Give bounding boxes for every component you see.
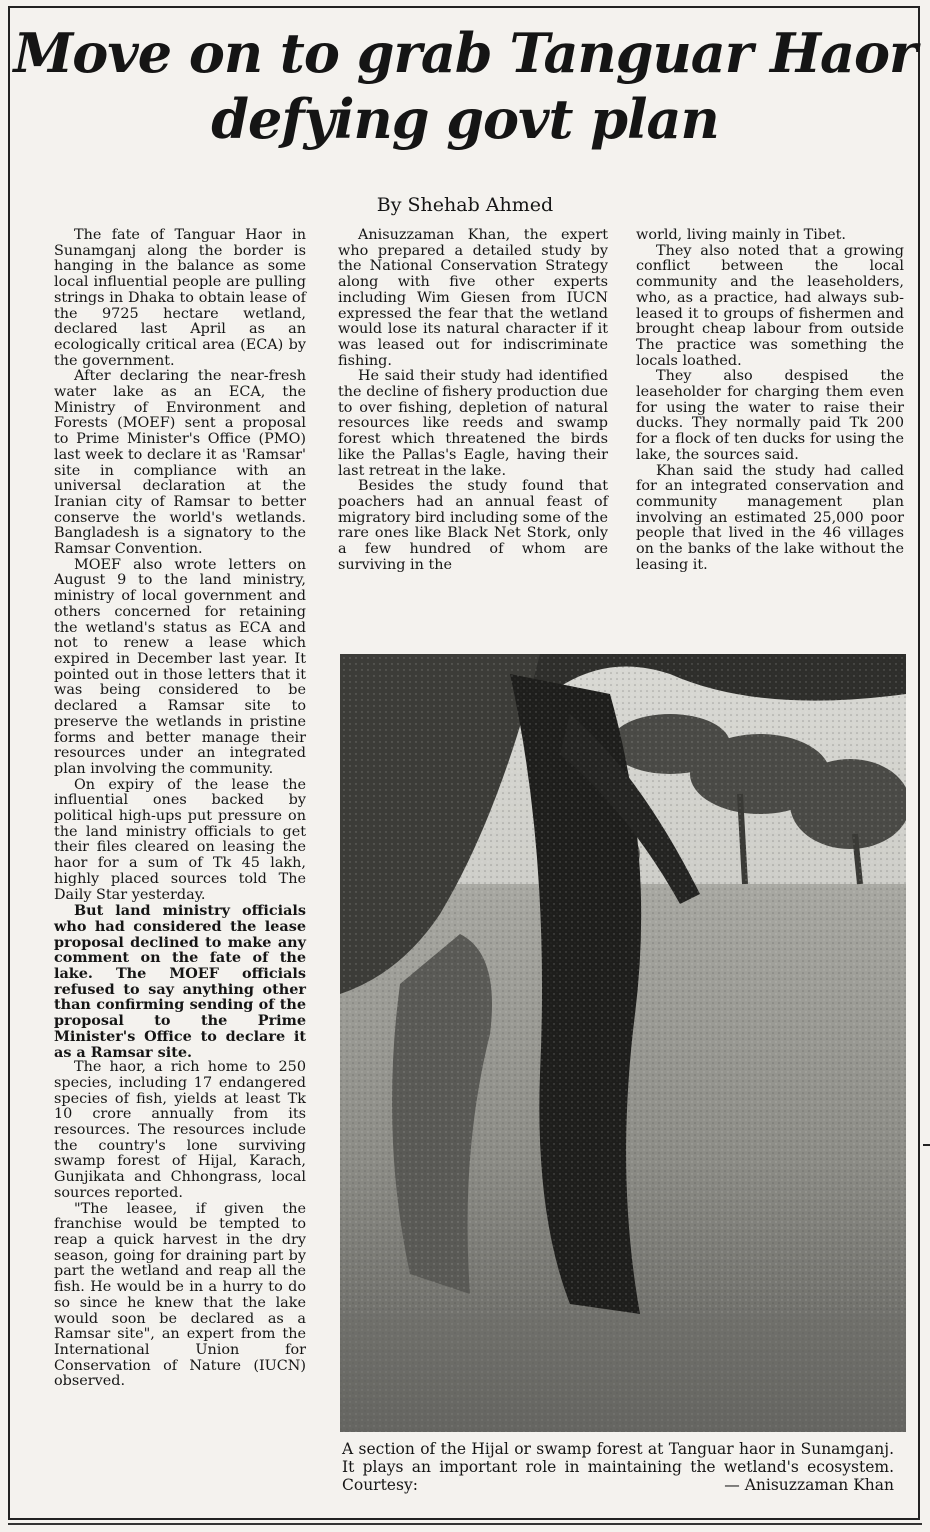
paragraph: He said their study had identified the decline of fishery production due to over fishing, depletion of natural resources like reeds and swamp forest which threatened the birds like the Pallas's Eagle, having their last retreat in the lake. — [338, 368, 608, 479]
photo-caption — [342, 1440, 894, 1494]
photo-credit: — Anisuzzaman Khan — [724, 1476, 894, 1494]
paragraph: After declaring the near-fresh water lake as an ECA, the Ministry of Environment and Forests (MOEF) sent a proposal to Prime Minister's Office (PMO) last week to declare it as 'Ramsar' site in compliance with an universal declaration at the Iranian city of Ramsar to better conserve the world's wetlands. Bangladesh is a signatory to the Ramsar Convention. — [54, 368, 306, 558]
paragraph: Besides the study found that poachers had an annual feast of migratory bird including some of the rare ones like Black Net Stork, only a few hundred of whom are surviving in the — [338, 478, 608, 573]
paragraph: The fate of Tanguar Haor in Sunamganj along the border is hanging in the balance as some local influential people are pulling strings in Dhaka to obtain lease of the 9725 hectare wetland, declared last April as an ecologically critical area (ECA) by the government. — [54, 227, 306, 369]
swamp-forest-photo — [340, 654, 906, 1432]
paragraph: world, living mainly in Tibet. — [636, 227, 846, 243]
article-column-2 — [338, 228, 608, 573]
edge-mark — [923, 1144, 930, 1146]
paragraph: Anisuzzaman Khan, the expert who prepared a detailed study by the National Conservation Strategy along with five other experts including Wim Giesen from IUCN expressed the fear that the wetland would lose its natural character if it was leased out for indiscriminate fishing. — [338, 227, 608, 369]
byline: By Shehab Ahmed — [376, 194, 554, 216]
article-column-3 — [636, 228, 904, 573]
paragraph: Khan said the study had called for an integrated conservation and community management plan involving an estimated 25,000 poor people that lived in the 46 villages on the banks of the lake without the leasing it. — [636, 462, 904, 573]
paragraph: The haor, a rich home to 250 species, including 17 endangered species of fish, yields at least Tk 10 crore annually from its resources. The resources include the country's lone surviving swamp forest of Hijal, Karach, Gunjikata and Chhongrass, local sources reported. — [54, 1059, 306, 1201]
bottom-rule — [8, 1523, 922, 1525]
paragraph: They also noted that a growing conflict between the local community and the leaseholders, who, as a practice, had always sub-leased it to groups of fishermen and brought cheap labour from outside The practice was something the locals loathed. — [636, 242, 904, 369]
paragraph: But land ministry officials who had considered the lease proposal declined to make any comment on the fate of the lake. The MOEF officials refused to say anything other than confirming sending of the proposal to the Prime Minister's Office to declare it as a Ramsar site. — [54, 902, 306, 1061]
paragraph: "The leasee, if given the franchise would be tempted to reap a quick harvest in the dry season, going for draining part by part the wetland and reap all the fish. He would be in a hurry to do so since he knew that the lake would soon be declared as a Ramsar site", an expert from the International Union for Conservation of Nature (IUCN) observed. — [54, 1200, 306, 1390]
headline: Move on to grab Tanguar Haor defying govt plan — [13, 21, 917, 151]
paragraph: They also despised the leaseholder for charging them even for using the water to raise their ducks. They normally paid Tk 200 for a flock of ten ducks for using the lake, the sources said. — [636, 368, 904, 463]
paragraph: On expiry of the lease the influential ones backed by political high-ups put pressure on the land ministry officials to get their files cleared on leasing the haor for a sum of Tk 45 lakh, highly placed sources told The Daily Star yesterday. — [54, 776, 306, 903]
paragraph: MOEF also wrote letters on August 9 to the land ministry, ministry of local government and others concerned for retaining the wetland's status as ECA and not to renew a lease which expired in December last year. It pointed out in those letters that it was being considered to be declared a Ramsar site to preserve the wetlands in pristine forms and better manage their resources under an integrated plan involving the community. — [54, 556, 306, 777]
caption-text: A section of the Hijal or swamp forest at Tanguar haor in Sunamganj. It plays an important role in maintaining the wetland's ecosystem. Courtesy: — [342, 1440, 894, 1494]
article-column-1 — [54, 228, 306, 1390]
